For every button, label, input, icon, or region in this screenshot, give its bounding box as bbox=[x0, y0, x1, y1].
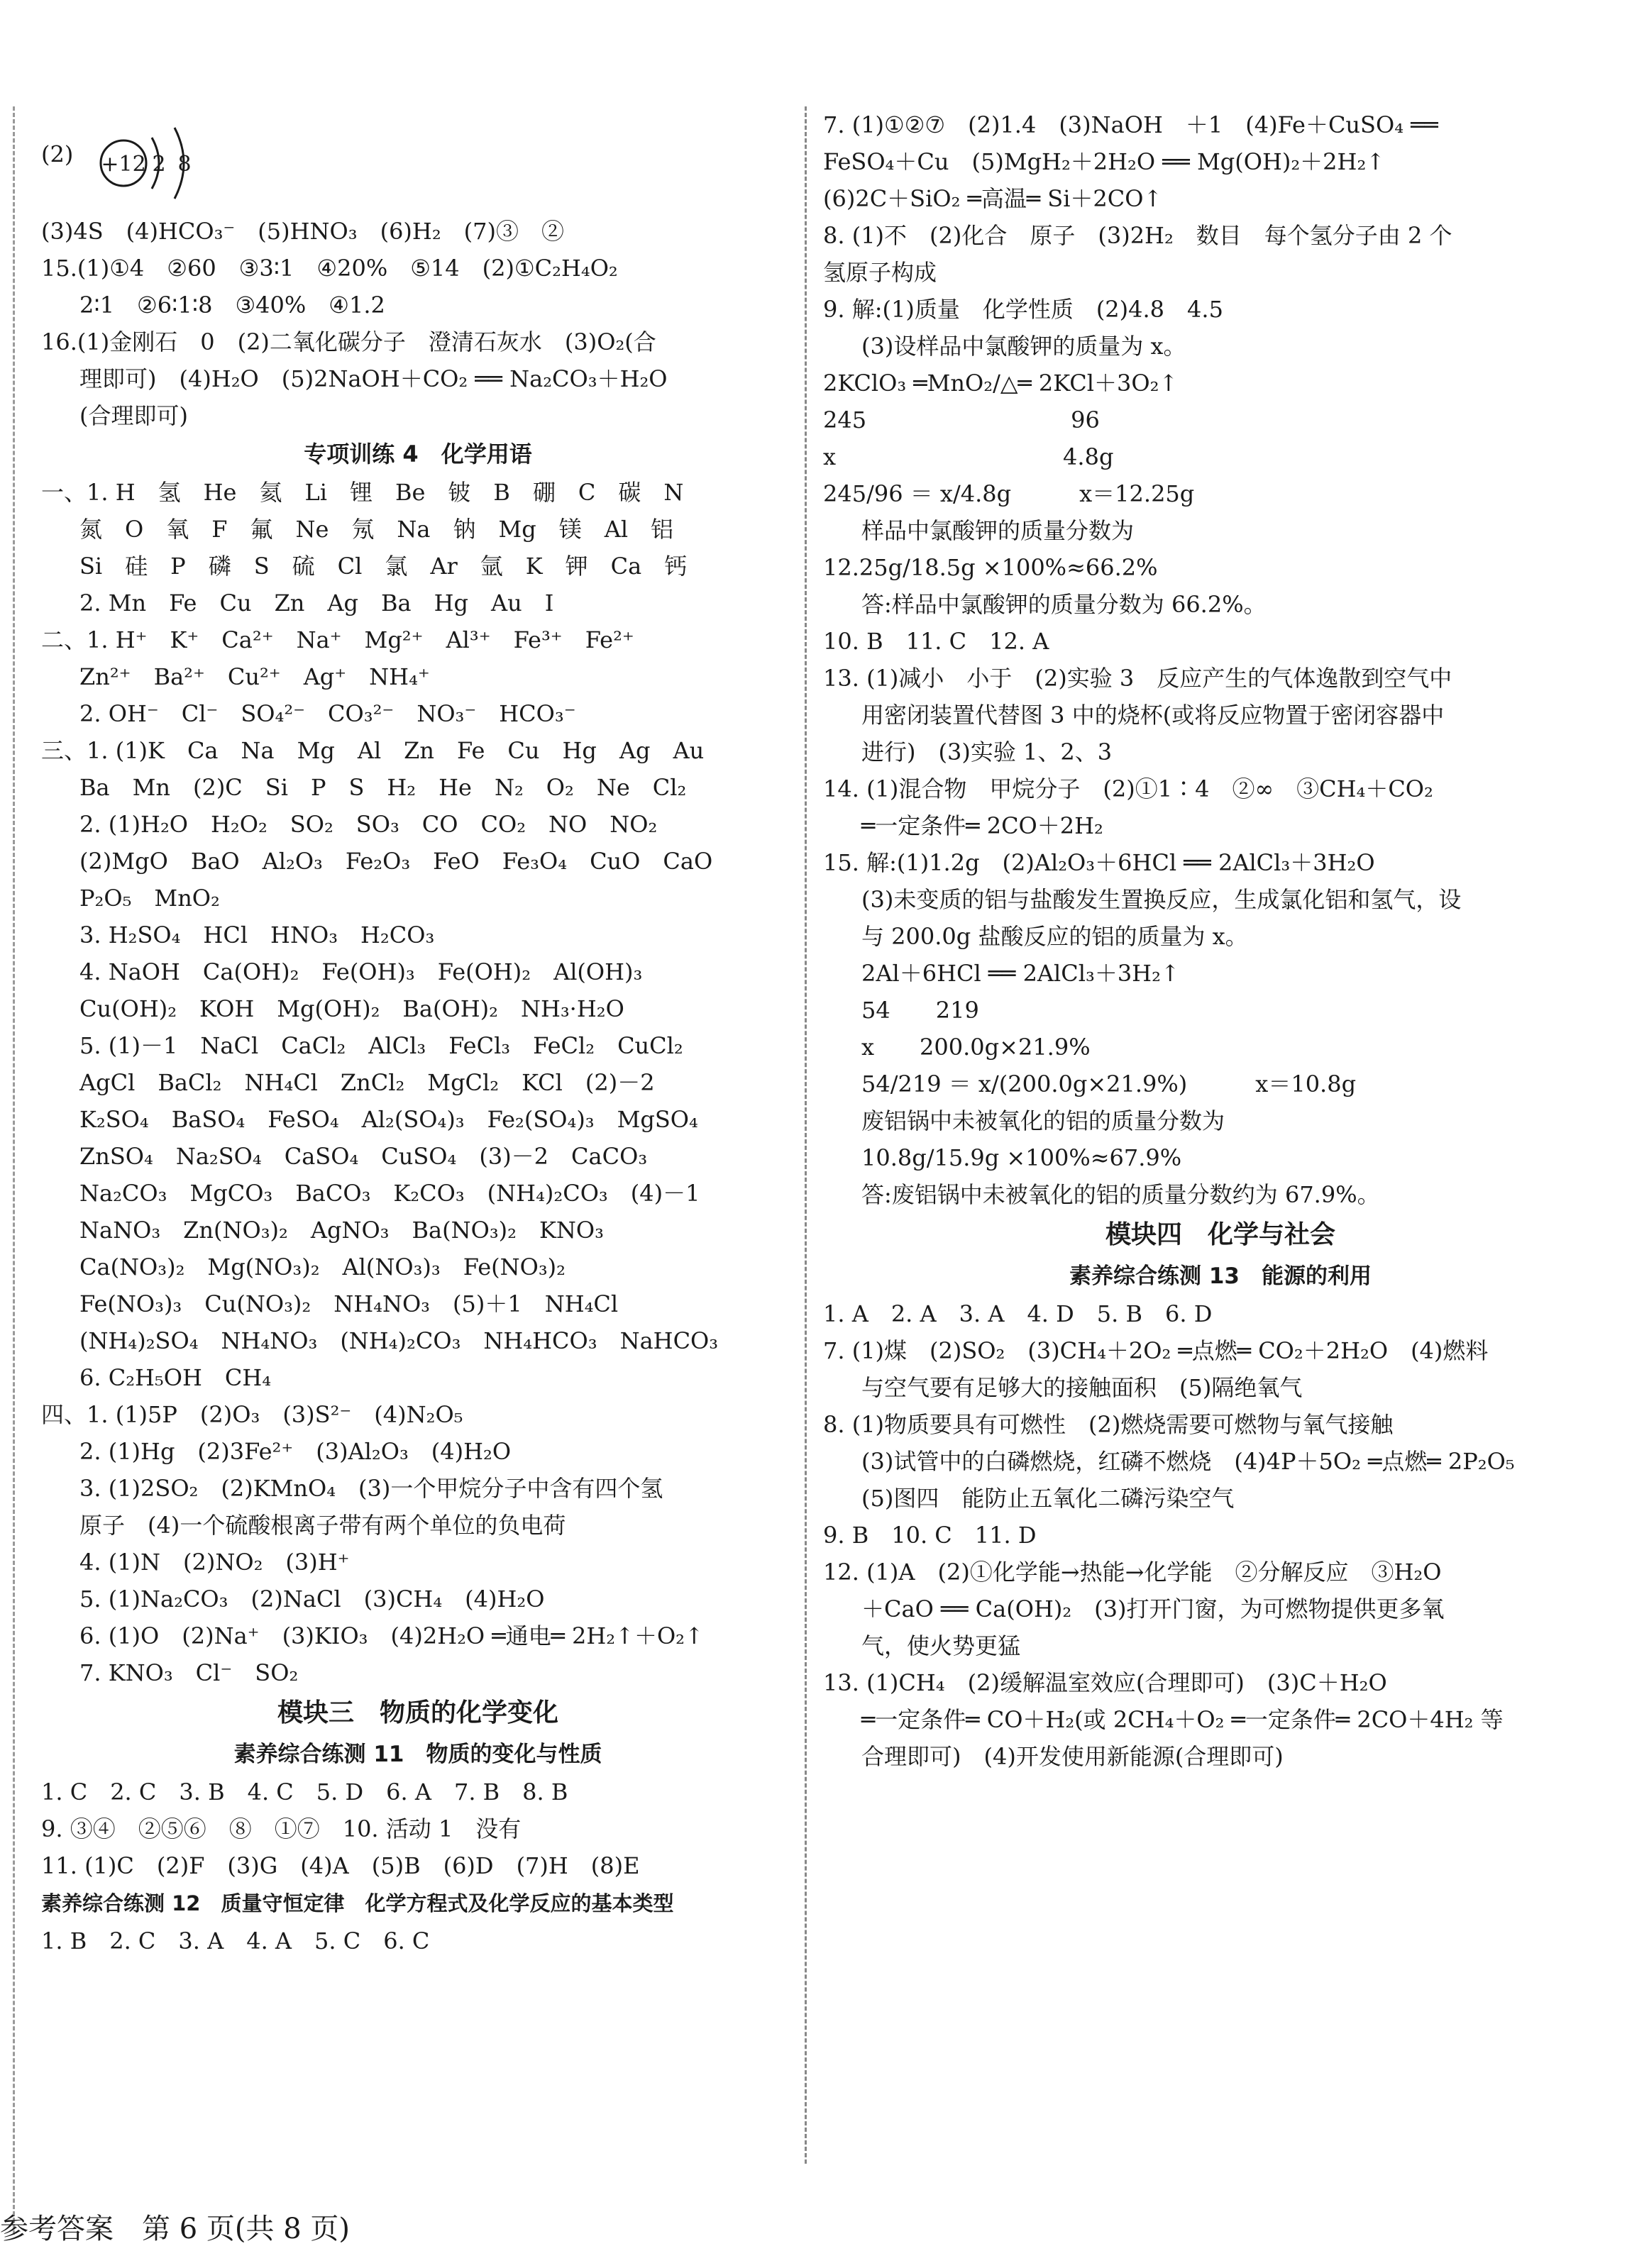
answer-line: 1. B 2. C 3. A 4. A 5. C 6. C bbox=[41, 1927, 430, 1954]
answer-line: 原子 (4)一个硫酸根离子带有两个单位的负电荷 bbox=[79, 1512, 566, 1539]
atom-shell-2: 8 bbox=[177, 152, 192, 177]
answer-line: (3)试管中的白磷燃烧，红磷不燃烧 (4)4P＋5O₂ ═点燃═ 2P₂O₅ bbox=[861, 1448, 1515, 1475]
answer-line: 8. (1)不 (2)化合 原子 (3)2H₂ 数目 每个氢分子由 2 个 bbox=[823, 222, 1452, 249]
answer-line: 3. (1)2SO₂ (2)KMnO₄ (3)一个甲烷分子中含有四个氢 bbox=[79, 1475, 663, 1502]
answer-line: Si 硅 P 磷 S 硫 Cl 氯 Ar 氩 K 钾 Ca 钙 bbox=[79, 553, 688, 580]
answer-line: 12. (1)A (2)①化学能→热能→化学能 ②分解反应 ③H₂O bbox=[823, 1559, 1442, 1586]
answer-line: 13. (1)CH₄ (2)缓解温室效应(合理即可) (3)C＋H₂O bbox=[823, 1669, 1387, 1696]
answer-line: 样品中氯酸钾的质量分数为 bbox=[861, 517, 1135, 544]
answer-line: 10.8g/15.9g ×100%≈67.9% bbox=[861, 1144, 1182, 1171]
answer-line: ═一定条件═ CO＋H₂(或 2CH₄＋O₂ ═一定条件═ 2CO＋4H₂ 等 bbox=[861, 1706, 1504, 1733]
answer-line: (NH₄)₂SO₄ NH₄NO₃ (NH₄)₂CO₃ NH₄HCO₃ NaHCO₃ bbox=[79, 1327, 719, 1354]
answer-line: 7. KNO₃ Cl⁻ SO₂ bbox=[79, 1659, 299, 1686]
answer-line: Zn²⁺ Ba²⁺ Cu²⁺ Ag⁺ NH₄⁺ bbox=[79, 663, 430, 690]
answer-line: 245/96 ＝ x/4.8g x＝12.25g bbox=[823, 480, 1195, 507]
answer-line: 54/219 ＝ x/(200.0g×21.9%) x＝10.8g bbox=[861, 1071, 1357, 1097]
answer-line: ZnSO₄ Na₂SO₄ CaSO₄ CuSO₄ (3)－2 CaCO₃ bbox=[79, 1143, 648, 1170]
answer-line: ＋CaO ══ Ca(OH)₂ (3)打开门窗，为可燃物提供更多氧 bbox=[861, 1595, 1445, 1622]
answer-line: (3)4S (4)HCO₃⁻ (5)HNO₃ (6)H₂ (7)③ ② bbox=[41, 218, 564, 245]
answer-line: 1. C 2. C 3. B 4. C 5. D 6. A 7. B 8. B bbox=[41, 1779, 568, 1805]
column-divider bbox=[805, 106, 807, 2164]
answer-line: 2. OH⁻ Cl⁻ SO₄²⁻ CO₃²⁻ NO₃⁻ HCO₃⁻ bbox=[79, 700, 576, 727]
answer-line: 答:样品中氯酸钾的质量分数为 66.2%。 bbox=[861, 591, 1267, 618]
answer-line: 16.(1)金刚石 0 (2)二氧化碳分子 澄清石灰水 (3)O₂(合 bbox=[41, 328, 656, 355]
answer-line: 245 96 bbox=[823, 406, 1100, 433]
answer-line: 用密闭装置代替图 3 中的烧杯(或将反应物置于密闭容器中 bbox=[861, 702, 1445, 729]
answer-line: 1. A 2. A 3. A 4. D 5. B 6. D bbox=[823, 1300, 1213, 1327]
answer-line: 3. H₂SO₄ HCl HNO₃ H₂CO₃ bbox=[79, 922, 435, 948]
practice-heading: 素养综合练测 12 质量守恒定律 化学方程式及化学反应的基本类型 bbox=[41, 1891, 674, 1915]
answer-line: AgCl BaCl₂ NH₄Cl ZnCl₂ MgCl₂ KCl (2)－2 bbox=[79, 1069, 655, 1096]
answer-line: x 4.8g bbox=[823, 443, 1114, 470]
answer-line: NaNO₃ Zn(NO₃)₂ AgNO₃ Ba(NO₃)₂ KNO₃ bbox=[79, 1217, 604, 1244]
answer-line: Ba Mn (2)C Si P S H₂ He N₂ O₂ Ne Cl₂ bbox=[79, 774, 687, 801]
answer-line: 9. ③④ ②⑤⑥ ⑧ ①⑦ 10. 活动 1 没有 bbox=[41, 1815, 522, 1842]
practice-heading: 素养综合练测 13 能源的利用 bbox=[1069, 1263, 1372, 1289]
answer-line: 5. (1)Na₂CO₃ (2)NaCl (3)CH₄ (4)H₂O bbox=[79, 1586, 545, 1613]
atom-structure-diagram bbox=[81, 106, 223, 206]
module-heading: 模块三 物质的化学变化 bbox=[277, 1698, 558, 1727]
atom-label: (2) bbox=[41, 140, 74, 168]
answer-line: 答:废铝锅中未被氧化的铝的质量分数约为 67.9%。 bbox=[861, 1181, 1380, 1208]
practice-heading: 素养综合练测 11 物质的变化与性质 bbox=[233, 1742, 602, 1767]
answer-line: 7. (1)煤 (2)SO₂ (3)CH₄＋2O₂ ═点燃═ CO₂＋2H₂O (4)燃料 bbox=[823, 1337, 1489, 1364]
answer-line: 15.(1)①4 ②60 ③3∶1 ④20% ⑤14 (2)①C₂H₄O₂ bbox=[41, 255, 618, 282]
page-footer: 参考答案 第 6 页(共 8 页) bbox=[0, 2213, 350, 2245]
answer-line: 8. (1)物质要具有可燃性 (2)燃烧需要可燃物与氧气接触 bbox=[823, 1411, 1394, 1438]
answer-line: x 200.0g×21.9% bbox=[861, 1034, 1091, 1061]
atom-structure-block bbox=[41, 106, 795, 213]
answer-line: 4. (1)N (2)NO₂ (3)H⁺ bbox=[79, 1549, 350, 1576]
answer-line: 氢原子构成 bbox=[823, 259, 937, 286]
answer-line: 与 200.0g 盐酸反应的铝的质量为 x。 bbox=[861, 923, 1248, 950]
answer-line: 进行) (3)实验 1、2、3 bbox=[861, 739, 1113, 765]
answer-line: 理即可) (4)H₂O (5)2NaOH＋CO₂ ══ Na₂CO₃＋H₂O bbox=[79, 365, 668, 392]
answer-line: 9. B 10. C 11. D bbox=[823, 1522, 1037, 1549]
right-column bbox=[823, 106, 1618, 1775]
answer-line: 7. (1)①②⑦ (2)1.4 (3)NaOH ＋1 (4)Fe＋CuSO₄ ══ bbox=[823, 111, 1438, 138]
answer-line: 54 219 bbox=[861, 997, 979, 1024]
answer-line: (合理即可) bbox=[79, 402, 188, 429]
answer-line: 2. (1)H₂O H₂O₂ SO₂ SO₃ CO CO₂ NO NO₂ bbox=[79, 811, 658, 838]
atom-shell-1: 2 bbox=[151, 152, 166, 177]
answer-line: 4. NaOH Ca(OH)₂ Fe(OH)₃ Fe(OH)₂ Al(OH)₃ bbox=[79, 958, 643, 985]
answer-line: 二、1. H⁺ K⁺ Ca²⁺ Na⁺ Mg²⁺ Al³⁺ Fe³⁺ Fe²⁺ bbox=[41, 626, 634, 653]
answer-line: Na₂CO₃ MgCO₃ BaCO₃ K₂CO₃ (NH₄)₂CO₃ (4)－1 bbox=[79, 1180, 700, 1207]
answer-line: 废铝锅中未被氧化的铝的质量分数为 bbox=[861, 1107, 1225, 1134]
answer-line: 10. B 11. C 12. A bbox=[823, 628, 1049, 655]
binding-margin-rule bbox=[13, 106, 15, 2235]
answer-line: (2)MgO BaO Al₂O₃ Fe₂O₃ FeO Fe₃O₄ CuO CaO bbox=[79, 848, 713, 875]
answer-line: 14. (1)混合物 甲烷分子 (2)①1∶4 ②∞ ③CH₄＋CO₂ bbox=[823, 775, 1433, 802]
answer-line: 合理即可) (4)开发使用新能源(合理即可) bbox=[861, 1743, 1284, 1770]
section-heading: 专项训练 4 化学用语 bbox=[304, 441, 532, 468]
answer-line: 11. (1)C (2)F (3)G (4)A (5)B (6)D (7)H (8)E bbox=[41, 1852, 640, 1879]
answer-line: 9. 解:(1)质量 化学性质 (2)4.8 4.5 bbox=[823, 296, 1223, 323]
answer-line: 四、1. (1)5P (2)O₃ (3)S²⁻ (4)N₂O₅ bbox=[41, 1401, 463, 1428]
module-heading: 模块四 化学与社会 bbox=[1105, 1220, 1335, 1249]
answer-line: (3)未变质的铝与盐酸发生置换反应，生成氯化铝和氢气，设 bbox=[861, 886, 1462, 913]
answer-line: FeSO₄＋Cu (5)MgH₂＋2H₂O ══ Mg(OH)₂＋2H₂↑ bbox=[823, 148, 1386, 175]
atom-nucleus: +12 bbox=[100, 152, 146, 177]
answer-line: 与空气要有足够大的接触面积 (5)隔绝氧气 bbox=[861, 1374, 1303, 1401]
answer-line: (5)图四 能防止五氧化二磷污染空气 bbox=[861, 1485, 1235, 1512]
answer-line: P₂O₅ MnO₂ bbox=[79, 885, 220, 912]
answer-line: 6. (1)O (2)Na⁺ (3)KIO₃ (4)2H₂O ═通电═ 2H₂↑＋O₂↑ bbox=[79, 1622, 704, 1649]
answer-line: 2. (1)Hg (2)3Fe²⁺ (3)Al₂O₃ (4)H₂O bbox=[79, 1438, 512, 1465]
answer-line: 三、1. (1)K Ca Na Mg Al Zn Fe Cu Hg Ag Au bbox=[41, 737, 705, 764]
answer-line: 12.25g/18.5g ×100%≈66.2% bbox=[823, 554, 1158, 581]
answer-line: 5. (1)－1 NaCl CaCl₂ AlCl₃ FeCl₃ FeCl₂ CuCl₂ bbox=[79, 1032, 683, 1059]
answer-line: Ca(NO₃)₂ Mg(NO₃)₂ Al(NO₃)₃ Fe(NO₃)₂ bbox=[79, 1254, 566, 1280]
answer-line: ═一定条件═ 2CO＋2H₂ bbox=[861, 812, 1103, 839]
answer-line: K₂SO₄ BaSO₄ FeSO₄ Al₂(SO₄)₃ Fe₂(SO₄)₃ MgSO₄ bbox=[79, 1106, 698, 1133]
answer-line: (6)2C＋SiO₂ ═高温═ Si＋2CO↑ bbox=[823, 185, 1163, 212]
answer-line: 6. C₂H₅OH CH₄ bbox=[79, 1364, 272, 1391]
answer-line: 15. 解:(1)1.2g (2)Al₂O₃＋6HCl ══ 2AlCl₃＋3H₂O bbox=[823, 849, 1375, 876]
answer-line: (3)设样品中氯酸钾的质量为 x。 bbox=[861, 333, 1186, 360]
answer-line: Fe(NO₃)₃ Cu(NO₃)₂ NH₄NO₃ (5)＋1 NH₄Cl bbox=[79, 1290, 619, 1317]
answer-line: 2∶1 ②6∶1∶8 ③40% ④1.2 bbox=[79, 292, 385, 319]
answer-line: 气，使火势更猛 bbox=[861, 1632, 1021, 1659]
answer-line: 13. (1)减小 小于 (2)实验 3 反应产生的气体逸散到空气中 bbox=[823, 665, 1452, 692]
equation-line: 2KClO₃ ═MnO₂/△═ 2KCl＋3O₂↑ bbox=[823, 370, 1179, 397]
answer-line: 一、1. H 氢 He 氦 Li 锂 Be 铍 B 硼 C 碳 N bbox=[41, 479, 684, 506]
answer-line: Cu(OH)₂ KOH Mg(OH)₂ Ba(OH)₂ NH₃·H₂O bbox=[79, 995, 624, 1022]
equation-line: 2Al＋6HCl ══ 2AlCl₃＋3H₂↑ bbox=[861, 960, 1180, 987]
left-column bbox=[41, 106, 795, 1959]
answer-line: 2. Mn Fe Cu Zn Ag Ba Hg Au I bbox=[79, 590, 554, 616]
answer-line: 氮 O 氧 F 氟 Ne 氖 Na 钠 Mg 镁 Al 铝 bbox=[79, 516, 674, 543]
